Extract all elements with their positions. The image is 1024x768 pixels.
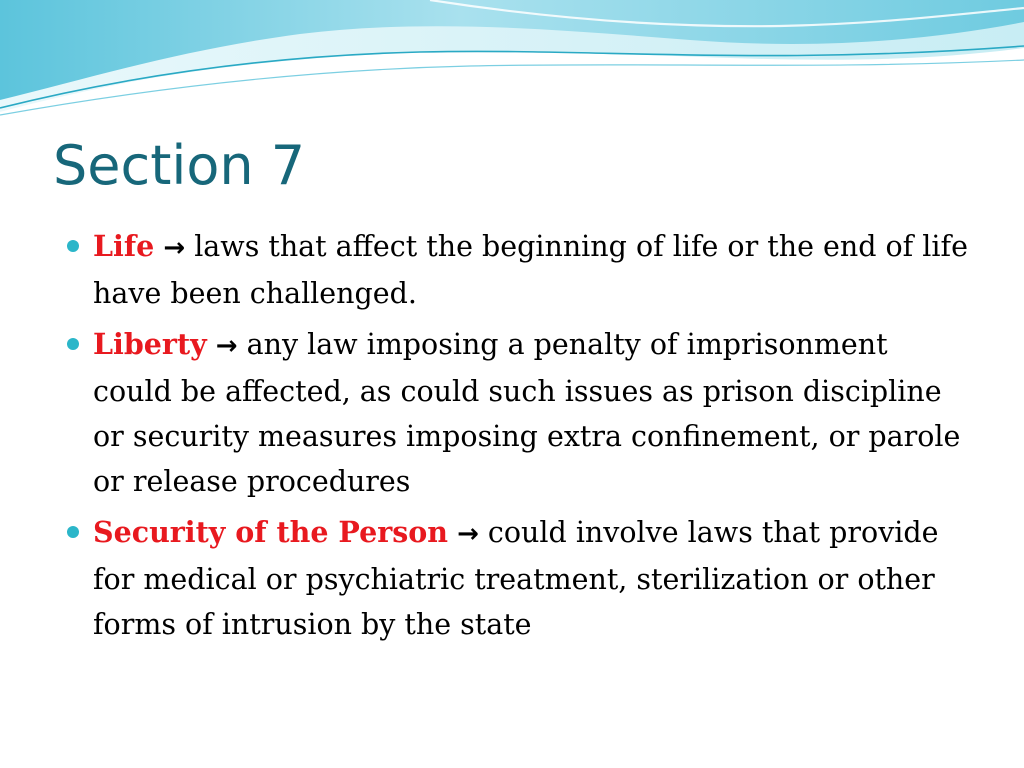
right-arrow-icon: → [163, 233, 186, 263]
bullet-text: laws that affect the beginning of life or the end of life have been challenged. [93, 230, 968, 310]
bullet-item-security [93, 510, 973, 647]
bullet-list [93, 224, 973, 653]
bullet-term: Security of the Person [93, 515, 448, 549]
bullet-text: any law imposing a penalty of imprisonment could be affected, as could such issues as prison discipline or security measures imposing extra confinement, or parole or release procedures [93, 328, 961, 498]
right-arrow-icon: → [457, 519, 479, 549]
bullet-item-liberty [93, 322, 973, 504]
right-arrow-icon: → [215, 331, 238, 361]
header-wave-decoration [0, 0, 1024, 125]
bullet-dot-icon [67, 240, 79, 252]
bullet-dot-icon [67, 338, 79, 350]
bullet-text: could involve laws that provide for medical or psychiatric treatment, sterilization or other forms of intrusion by the state [93, 516, 939, 641]
bullet-term: Life [93, 229, 155, 263]
slide-title: Section 7 [53, 134, 306, 197]
bullet-item-life [93, 224, 973, 316]
bullet-term: Liberty [93, 327, 207, 361]
bullet-dot-icon [67, 526, 79, 538]
